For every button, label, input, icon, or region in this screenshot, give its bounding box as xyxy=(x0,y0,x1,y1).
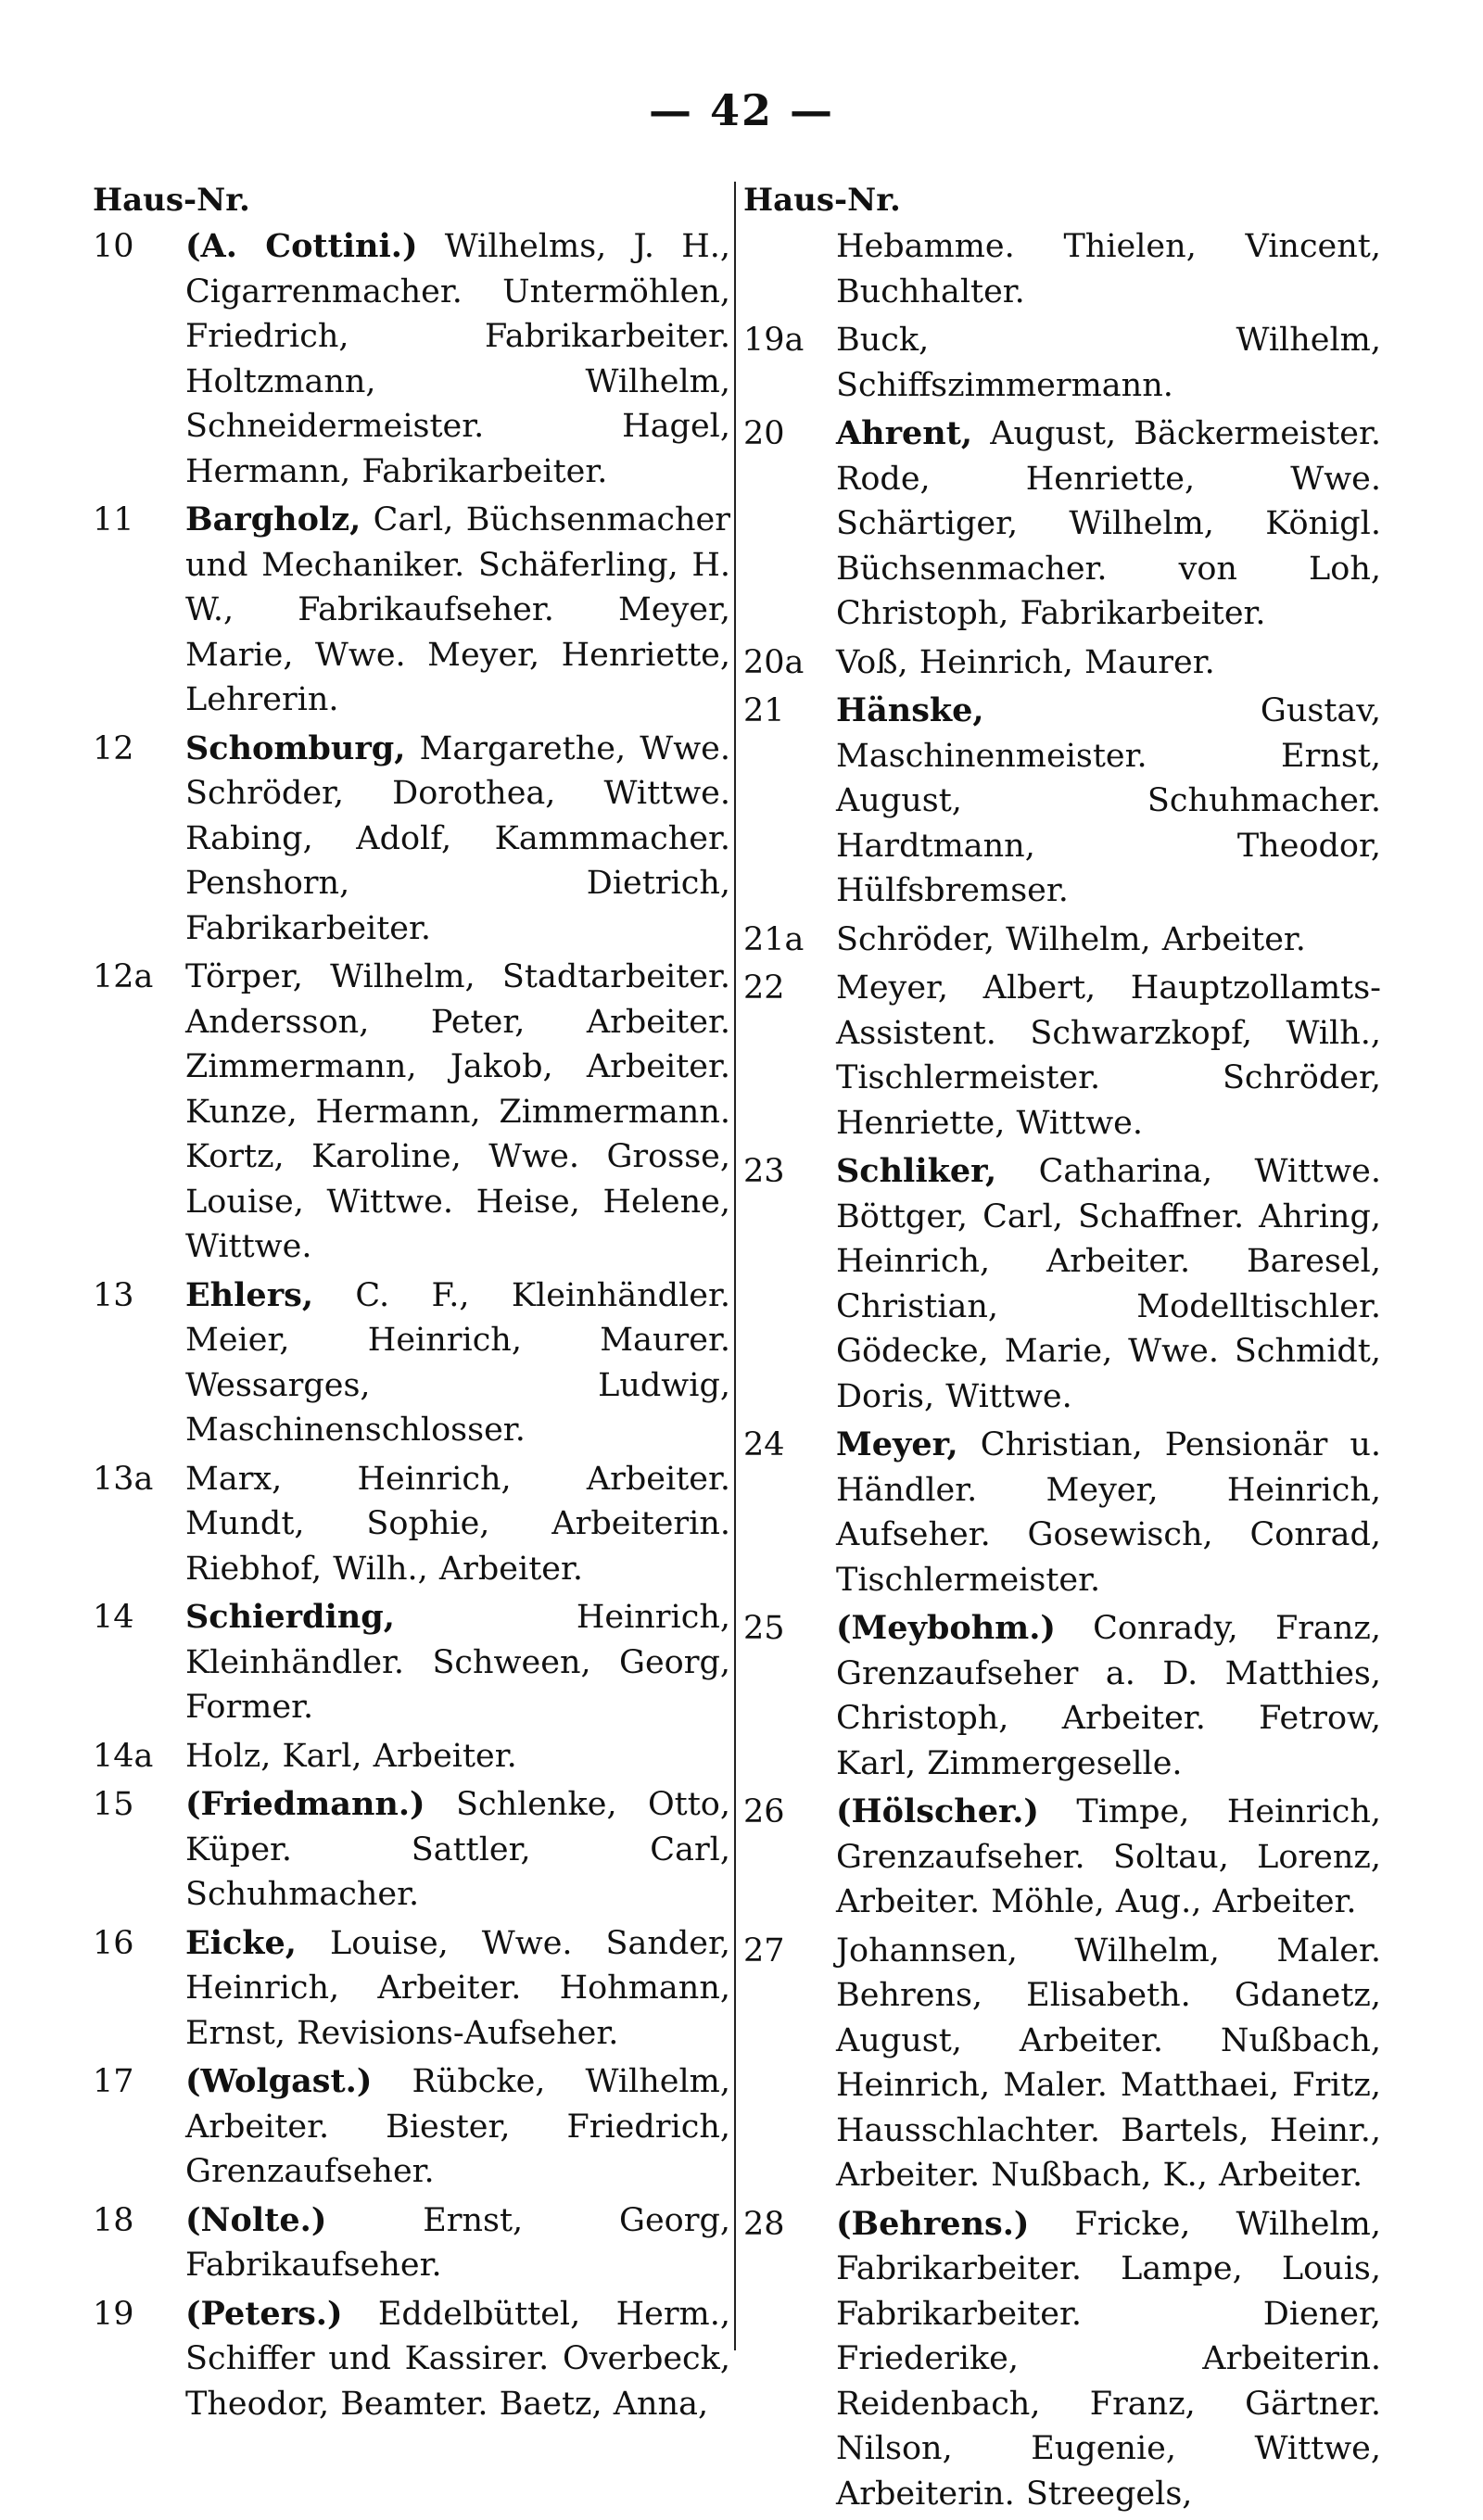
house-entry xyxy=(93,2198,730,2288)
owner-name: Meyer, xyxy=(836,1425,958,1463)
resident-text xyxy=(836,1423,1381,1602)
house-number: 27 xyxy=(743,1931,785,1969)
owner-name: (Nolte.) xyxy=(185,2200,327,2239)
residents: Carl, Büchsenmacher und Mechaniker. Schäferling, H. W., Fabrikaufseher. Meyer, Marie, Wwe. Meyer, Henriette, Lehrerin. xyxy=(185,501,730,718)
resident-text xyxy=(836,412,1381,637)
residents: Gustav, Maschinenmeister. Ernst, August, Schuhmacher. Hardtmann, Theodor, Hülfsbremser. xyxy=(836,692,1381,909)
resident-text xyxy=(185,2292,730,2427)
residents: Margarethe, Wwe. Schröder, Dorothea, Wittwe. Rabing, Adolf, Kammmacher. Penshorn, Dietrich, Fabrikarbeiter. xyxy=(185,729,730,947)
house-number xyxy=(743,224,836,314)
owner-name: (Hölscher.) xyxy=(836,1792,1039,1830)
house-number: 11 xyxy=(93,501,134,538)
owner-name: Schierding, xyxy=(185,1598,395,1636)
residents: Conrady, Franz, Grenzaufseher a. D. Matthies, Christoph, Arbeiter. Fetrow, Karl, Zimmergeselle. xyxy=(836,1610,1381,1782)
resident-text xyxy=(836,640,1381,686)
house-entry xyxy=(743,966,1381,1146)
resident-text xyxy=(836,224,1381,314)
resident-text xyxy=(185,955,730,1270)
owner-name: Hänske, xyxy=(836,691,984,729)
left-column xyxy=(93,176,730,2430)
residents: Schlenke, Otto, Küper. Sattler, Carl, Schuhmacher. xyxy=(185,1786,730,1913)
resident-text xyxy=(185,224,730,494)
residents: Meyer, Albert, Hauptzollamts-Assistent. Schwarzkopf, Wilh., Tischlermeister. Schröder, Henriette, Wittwe. xyxy=(836,969,1381,1142)
resident-text xyxy=(836,1929,1381,2198)
owner-name: Schliker, xyxy=(836,1152,997,1190)
house-number: 21 xyxy=(743,692,785,729)
resident-text xyxy=(836,1606,1381,1786)
house-number: 12a xyxy=(93,958,154,995)
resident-text xyxy=(185,727,730,952)
owner-name: Ehlers, xyxy=(185,1275,314,1314)
resident-text xyxy=(185,2198,730,2288)
house-entry xyxy=(743,2202,1381,2517)
owner-name: Eicke, xyxy=(185,1923,297,1962)
residents: Wilhelms, J. H., Cigarrenmacher. Untermöhlen, Friedrich, Fabrikarbeiter. Holtzmann, Wilhelm, Schneidermeister. Hagel, Hermann, Fabrikarbeiter. xyxy=(185,228,731,490)
house-number: 17 xyxy=(93,2063,134,2100)
resident-text xyxy=(836,966,1381,1146)
residents: Marx, Heinrich, Arbeiter. Mundt, Sophie, Arbeiterin. Riebhof, Wilh., Arbeiter. xyxy=(185,1460,730,1588)
owner-name: Schomburg, xyxy=(185,728,406,767)
residents: Heinrich, Kleinhändler. Schween, Georg, Former. xyxy=(185,1599,730,1726)
residents: Buck, Wilhelm, Schiffszimmermann. xyxy=(836,322,1381,404)
residents: Fricke, Wilhelm, Fabrikarbeiter. Lampe, Louis, Fabrikarbeiter. Diener, Friederike, Arbeiterin. Reidenbach, Franz, Gärtner. Nilson, Eugenie, Wittwe, Arbeiterin. Streegels, xyxy=(836,2205,1381,2513)
right-column xyxy=(743,176,1381,2520)
house-entry xyxy=(743,1929,1381,2198)
resident-text xyxy=(185,2059,730,2195)
right-column-header: Haus-Nr. xyxy=(743,182,901,219)
house-entry xyxy=(93,498,730,723)
house-entry xyxy=(93,1595,730,1730)
house-number: 14a xyxy=(93,1737,154,1775)
resident-text xyxy=(836,1790,1381,1925)
house-entry xyxy=(743,1790,1381,1925)
house-entry xyxy=(743,1423,1381,1602)
house-entry xyxy=(93,1921,730,2057)
house-number: 15 xyxy=(93,1786,134,1823)
owner-name: (Behrens.) xyxy=(836,2204,1030,2243)
resident-text xyxy=(185,1457,730,1592)
house-number: 16 xyxy=(93,1924,134,1962)
owner-name: (Friedmann.) xyxy=(185,1785,425,1823)
house-entry xyxy=(743,1149,1381,1419)
resident-text xyxy=(836,689,1381,914)
owner-name: (Meybohm.) xyxy=(836,1609,1056,1647)
house-entry xyxy=(743,640,1381,686)
house-number: 12 xyxy=(93,729,134,767)
house-entry xyxy=(93,955,730,1270)
residents: Holz, Karl, Arbeiter. xyxy=(185,1737,517,1775)
house-number: 26 xyxy=(743,1793,785,1830)
residents: Johannsen, Wilhelm, Maler. Behrens, Elisabeth. Gdanetz, August, Arbeiter. Nußbach, Heinrich, Maler. Matthaei, Fritz, Hausschlachter. Bartels, Heinr., Arbeiter. Nußbach, K., Arbeiter. xyxy=(836,1931,1381,2194)
house-number: 19a xyxy=(743,322,805,359)
column-divider xyxy=(734,182,736,2350)
house-entry xyxy=(743,318,1381,408)
resident-text xyxy=(185,498,730,723)
resident-text xyxy=(836,918,1381,963)
residents: Hebamme. Thielen, Vincent, Buchhalter. xyxy=(836,228,1381,310)
house-number: 14 xyxy=(93,1599,134,1636)
resident-text xyxy=(836,2202,1381,2517)
owner-name: (Wolgast.) xyxy=(185,2062,373,2100)
house-number: 18 xyxy=(93,2201,134,2239)
resident-text xyxy=(185,1921,730,2057)
owner-name: Bargholz, xyxy=(185,500,361,538)
house-number: 28 xyxy=(743,2205,785,2243)
right-entry-list xyxy=(743,224,1381,2516)
house-number: 10 xyxy=(93,228,134,265)
house-number: 25 xyxy=(743,1610,785,1647)
page-number: — 42 — xyxy=(648,85,835,135)
house-entry xyxy=(743,224,1381,314)
residents: Rübcke, Wilhelm, Arbeiter. Biester, Friedrich, Grenzaufseher. xyxy=(185,2063,730,2190)
owner-name: Ahrent, xyxy=(836,414,973,452)
residents: Christian, Pensionär u. Händler. Meyer, Heinrich, Aufseher. Gosewisch, Conrad, Tischlermeister. xyxy=(836,1426,1381,1599)
house-number: 20 xyxy=(743,415,785,452)
residents: Eddelbüttel, Herm., Schiffer und Kassirer. Overbeck, Theodor, Beamter. Baetz, Anna, xyxy=(185,2295,730,2423)
owner-name: (A. Cottini.) xyxy=(185,227,418,265)
resident-text xyxy=(836,1149,1381,1419)
residents: Törper, Wilhelm, Stadtarbeiter. Andersson, Peter, Arbeiter. Zimmermann, Jakob, Arbeiter. Kunze, Hermann, Zimmermann. Kortz, Karoline, Wwe. Grosse, Louise, Wittwe. Heise, Helene, Wittwe. xyxy=(185,958,730,1265)
house-number: 23 xyxy=(743,1153,785,1190)
house-number: 24 xyxy=(743,1426,785,1463)
house-entry xyxy=(93,1273,730,1453)
owner-name: (Peters.) xyxy=(185,2294,343,2333)
left-entry-list xyxy=(93,224,730,2426)
resident-text xyxy=(836,318,1381,408)
house-entry xyxy=(743,689,1381,914)
house-entry xyxy=(93,1782,730,1918)
house-entry xyxy=(93,727,730,952)
house-entry xyxy=(93,1457,730,1592)
house-number: 20a xyxy=(743,643,805,681)
residents: C. F., Kleinhändler. Meier, Heinrich, Maurer. Wessarges, Ludwig, Maschinenschlosser. xyxy=(185,1276,730,1449)
resident-text xyxy=(185,1595,730,1730)
residents: Catharina, Wittwe. Böttger, Carl, Schaffner. Ahring, Heinrich, Arbeiter. Baresel, Christian, Modelltischler. Gödecke, Marie, Wwe. Schmidt, Doris, Wittwe. xyxy=(836,1153,1381,1415)
left-column-header: Haus-Nr. xyxy=(93,182,250,219)
house-number: 22 xyxy=(743,969,785,1007)
resident-text xyxy=(185,1273,730,1453)
residents: Louise, Wwe. Sander, Heinrich, Arbeiter. Hohmann, Ernst, Revisions-Aufseher. xyxy=(185,1924,730,2052)
resident-text xyxy=(185,1734,730,1779)
resident-text xyxy=(185,1782,730,1918)
house-number: 13a xyxy=(93,1460,154,1498)
house-entry xyxy=(743,1606,1381,1786)
residents: Timpe, Heinrich, Grenzaufseher. Soltau, Lorenz, Arbeiter. Möhle, Aug., Arbeiter. xyxy=(836,1793,1381,1920)
house-entry xyxy=(743,918,1381,963)
residents: Ernst, Georg, Fabrikaufseher. xyxy=(185,2201,730,2284)
house-entry xyxy=(93,1734,730,1779)
residents: Schröder, Wilhelm, Arbeiter. xyxy=(836,920,1306,958)
house-number: 19 xyxy=(93,2295,134,2333)
house-number: 13 xyxy=(93,1276,134,1314)
house-entry xyxy=(93,2059,730,2195)
house-entry xyxy=(743,412,1381,637)
residents: August, Bäckermeister. Rode, Henriette, Wwe. Schärtiger, Wilhelm, Königl. Büchsenmacher. von Loh, Christoph, Fabrikarbeiter. xyxy=(836,415,1381,632)
house-entry xyxy=(93,224,730,494)
house-number: 21a xyxy=(743,920,805,958)
residents: Voß, Heinrich, Maurer. xyxy=(836,643,1215,681)
house-entry xyxy=(93,2292,730,2427)
